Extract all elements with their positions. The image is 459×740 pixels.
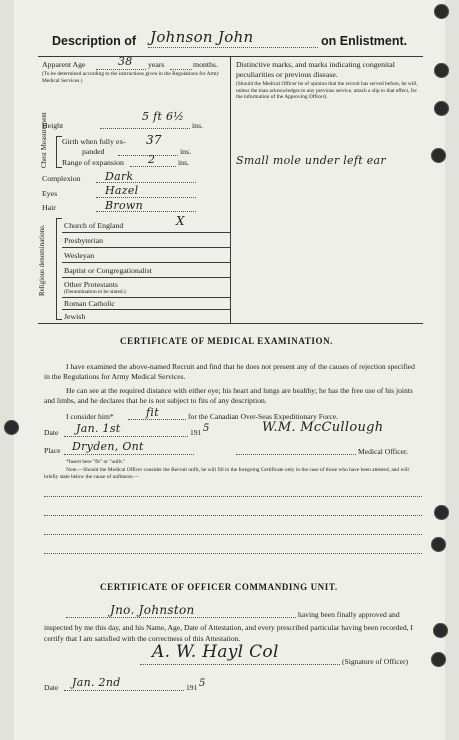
binder-hole-icon: [434, 505, 449, 520]
age-value: 38: [118, 55, 133, 68]
commanding-signature: A. W. Hayl Col: [152, 642, 279, 662]
religion-other-note: (Denomination to be stated.): [64, 289, 126, 295]
religion-row-rule: [62, 309, 230, 310]
range-value: 2: [148, 153, 156, 166]
medical-date-label: Date: [44, 428, 59, 437]
medical-date-line: [64, 436, 188, 437]
range-unit: ins.: [178, 158, 190, 167]
religion-bracket: [56, 218, 62, 320]
consider-line: [128, 419, 186, 420]
religion-item: Church of England: [64, 221, 124, 230]
height-unit: ins.: [192, 121, 204, 130]
medical-officer-label: Medical Officer.: [358, 447, 409, 456]
religion-item: Baptist or Congregationalist: [64, 266, 152, 275]
medical-year-value: 5: [203, 423, 210, 434]
eyes-label: Eyes: [42, 189, 58, 198]
religion-row-rule: [62, 247, 230, 248]
range-line: [130, 166, 176, 167]
complexion-line: [96, 182, 196, 183]
height-value: 5 ft 6½: [142, 110, 185, 123]
binder-hole-icon: [434, 63, 449, 78]
commanding-date-label: Date: [44, 683, 59, 692]
medical-heading: CERTIFICATE OF MEDICAL EXAMINATION.: [120, 336, 334, 346]
hair-value: Brown: [105, 199, 143, 212]
chest-group-label: Chest Measurement: [40, 112, 48, 168]
commanding-year-value: 5: [199, 678, 206, 689]
marks-note: (Should the Medical Officer be of opinion that the recruit has served before, he will, unless the man acknowledges to any previous service, attach a slip to that effect, for the information of the Approving Officer).: [236, 81, 418, 100]
range-label: Range of expansion: [62, 158, 124, 167]
column-divider: [230, 56, 231, 323]
medical-place-label: Place: [44, 446, 61, 455]
marks-value: Small mole under left ear: [236, 154, 386, 167]
commanding-name-line: [66, 617, 296, 618]
medical-place-line: [64, 454, 194, 455]
binder-hole-icon: [431, 652, 446, 667]
hair-label: Hair: [42, 203, 56, 212]
consider-suffix: for the Canadian Over-Seas Expeditionary Force.: [188, 412, 338, 421]
officer-line: [236, 454, 356, 455]
title-left: Description of: [52, 34, 137, 48]
binder-hole-icon: [431, 537, 446, 552]
binder-hole-icon: [434, 101, 449, 116]
medical-year-prefix: 191: [190, 428, 202, 437]
medical-signature: W.M. McCullough: [262, 420, 384, 435]
medical-para-2: He can see at the required distance with either eye; his heart and lungs are healthy; he has the free use of his joints and limbs, and he declares that he is not subject to fits of any description.: [44, 386, 413, 405]
commanding-para: inspected by me this day, and his Name, Age, Date of Attestation, and every prescribed particular having been recorded, I certify that I am satisfied with the correctness of this Attestation.: [44, 623, 413, 643]
age-line: [96, 69, 146, 70]
religion-item: Presbyterian: [64, 236, 103, 245]
unfitness-line: [44, 496, 422, 497]
complexion-label: Complexion: [42, 174, 81, 183]
hair-line: [96, 211, 196, 212]
left-page-edge: [0, 0, 14, 740]
binder-hole-icon: [4, 420, 19, 435]
section-rule: [38, 323, 423, 324]
commanding-year-prefix: 191: [186, 683, 198, 692]
religion-row-rule: [62, 232, 230, 233]
age-note: (To be determined according to the instructions given in the Regulations for Army Medical Services.): [42, 71, 220, 84]
commanding-date-line: [64, 690, 184, 691]
unfitness-line: [44, 515, 422, 516]
medical-note: Note.—Should the Medical Officer consider the Recruit unfit, he will fill in the foregoing Certificate only in the case of those who have been attested, and will briefly state below the cause of unfitness:—: [44, 467, 409, 480]
religion-item: Wesleyan: [64, 251, 95, 260]
commanding-signature-label: (Signature of Officer): [342, 657, 409, 666]
commanding-line1-suffix: having been finally approved and: [298, 610, 400, 619]
religion-item: Jewish: [64, 312, 86, 321]
binder-hole-icon: [434, 4, 449, 19]
binder-hole-icon: [431, 148, 446, 163]
recruit-name: Johnson John: [150, 28, 254, 46]
medical-date-value: Jan. 1st: [76, 422, 121, 435]
girth-label-2: panded: [82, 147, 105, 156]
unfitness-line: [44, 553, 422, 554]
religion-row-rule: [62, 297, 230, 298]
age-label: Apparent Age: [42, 60, 86, 69]
title-right: on Enlistment.: [321, 34, 408, 48]
commanding-heading: CERTIFICATE OF OFFICER COMMANDING UNIT.: [100, 582, 338, 592]
medical-para-1: I have examined the above-named Recruit and find that he does not present any of the causes of rejection specified in the Regulations for Army Medical Services.: [44, 362, 415, 381]
religion-item: Other Protestants: [64, 280, 118, 289]
eyes-value: Hazel: [105, 184, 139, 197]
medical-place-value: Dryden, Ont: [72, 440, 144, 453]
commanding-date-value: Jan. 2nd: [72, 676, 121, 689]
girth-unit: ins.: [180, 147, 192, 156]
complexion-value: Dark: [105, 170, 134, 183]
religion-item: Roman Catholic: [64, 299, 115, 308]
religion-mark: X: [176, 214, 185, 228]
name-line: [148, 47, 318, 48]
consider-value: fit: [146, 406, 159, 419]
marks-heading-2: peculiarities or previous disease.: [236, 70, 338, 79]
marks-heading-1: Distinctive marks, and marks indicating congenital: [236, 60, 395, 69]
religion-row-rule: [62, 262, 230, 263]
religion-group-label: Religious denominations.: [38, 224, 46, 296]
girth-value: 37: [146, 133, 162, 147]
commanding-name-value: Jno. Johnston: [110, 603, 195, 617]
height-label: Height: [42, 121, 64, 130]
height-line: [100, 128, 190, 129]
commanding-signature-line: [140, 664, 340, 665]
months-label: months.: [193, 60, 218, 69]
eyes-line: [96, 197, 196, 198]
girth-label-1: Girth when fully ex-: [62, 137, 126, 146]
months-line: [170, 69, 192, 70]
years-label: years: [148, 60, 165, 69]
religion-row-rule: [62, 277, 230, 278]
unfitness-line: [44, 534, 422, 535]
medical-footnote: *Insert here "fit" or "unfit.": [66, 459, 126, 465]
binder-hole-icon: [433, 623, 448, 638]
consider-label: I consider him*: [66, 412, 114, 421]
